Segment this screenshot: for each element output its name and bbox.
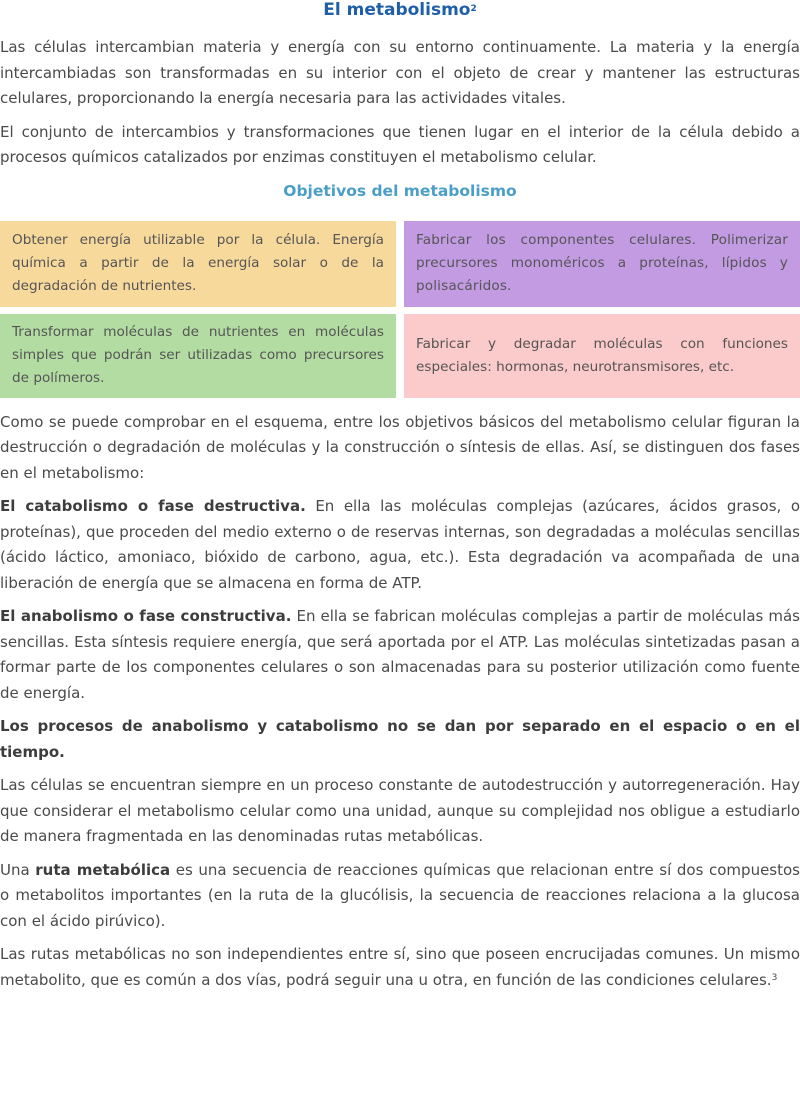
page-title: [0, 0, 800, 22]
bold-statement-text: Los procesos de anabolismo y catabolismo no se dan por separado en el espacio o en el tiempo.: [0, 717, 800, 761]
objective-text: Fabricar y degradar moléculas con funciones especiales: hormonas, neurotransmisores, etc.: [416, 335, 788, 375]
route-text: es una secuencia de reacciones químicas que relacionan entre sí dos compuestos o metabolitos importantes (en la ruta de la glucólisis, la secuencia de reacciones relaciona a la glucosa con el ácido pirúvico).: [0, 860, 800, 930]
crossroads-footnote-ref[interactable]: 3: [771, 972, 778, 983]
objective-box-transform: [0, 314, 396, 398]
anabolism-text: En ella se fabrican moléculas complejas a partir de moléculas más sencillas. Esta síntesis requiere energía, que será aportada por el ATP. Las moléculas sintetizadas pasan a formar parte de los componentes celulares o son almacenadas para su posterior utilización como fuente de energía.: [0, 607, 800, 702]
objectives-grid: [0, 221, 800, 398]
objectives-heading: Objetivos del metabolismo: [283, 181, 517, 200]
objective-text: Transformar moléculas de nutrientes en moléculas simples que podrán ser utilizadas como precursores de polímeros.: [12, 324, 384, 386]
objective-text: Obtener energía utilizable por la célula. Energía química a partir de la energía solar o de la degradación de nutrientes.: [12, 232, 384, 294]
intro-paragraph-1: Las células intercambian materia y energía con su entorno continuamente. La materia y la energía intercambiadas son transformadas en su interior con el objeto de crear y mantener las estructuras celulares, proporcionando la energía necesaria para las actividades vitales.: [0, 38, 800, 107]
route-paragraph: [0, 858, 800, 935]
intro-paragraph-2: El conjunto de intercambios y transformaciones que tienen lugar en el interior de la célula debido a procesos químicos catalizados por enzimas constituyen el metabolismo celular.: [0, 122, 800, 166]
catabolism-term: El catabolismo o fase destructiva.: [0, 497, 306, 515]
crossroads-text: Las rutas metabólicas no son independientes entre sí, sino que poseen encrucijadas comunes. Un mismo metabolito, que es común a dos vías, podrá seguir una u otra, en función de las condiciones celulares.: [0, 945, 800, 989]
objective-box-components: [404, 221, 800, 307]
anabolism-paragraph: [0, 604, 800, 706]
phases-intro-paragraph: Como se puede comprobar en el esquema, entre los objetivos básicos del metabolismo celular figuran la destrucción o degradación de moléculas y la construcción o síntesis de ellas. Así, se distinguen dos fases en el metabolismo:: [0, 412, 800, 482]
page-title-text: El metabolismo: [323, 0, 471, 20]
objective-text: Fabricar los componentes celulares. Polimerizar precursores monoméricos a proteínas, lípidos y polisacáridos.: [416, 232, 788, 294]
route-term: ruta metabólica: [35, 860, 171, 879]
crossroads-paragraph: [0, 942, 800, 993]
objective-box-special: [404, 314, 800, 398]
anabolism-term: El anabolismo o fase constructiva.: [0, 607, 292, 625]
catabolism-text: En ella las moléculas complejas (azúcares, ácidos grasos, o proteínas), que proceden del medio externo o de reservas internas, son degradadas a moléculas sencillas (ácido láctico, amoniaco, bióxido de carbono, agua, etc.). Esta degradación va acompañada de una liberación de energía que se almacena en forma de ATP.: [0, 497, 800, 592]
route-prefix: Una: [0, 860, 36, 879]
bold-statement: [0, 714, 800, 765]
objective-box-energy: [0, 221, 396, 307]
unity-paragraph: Las células se encuentran siempre en un proceso constante de autodestrucción y autorregeneración. Hay que considerar el metabolismo celular como una unidad, aunque su complejidad nos obligue a estudiarlo de manera fragmentada en las denominadas rutas metabólicas.: [0, 776, 800, 845]
title-footnote-ref[interactable]: 2: [470, 4, 477, 14]
catabolism-paragraph: [0, 494, 800, 596]
